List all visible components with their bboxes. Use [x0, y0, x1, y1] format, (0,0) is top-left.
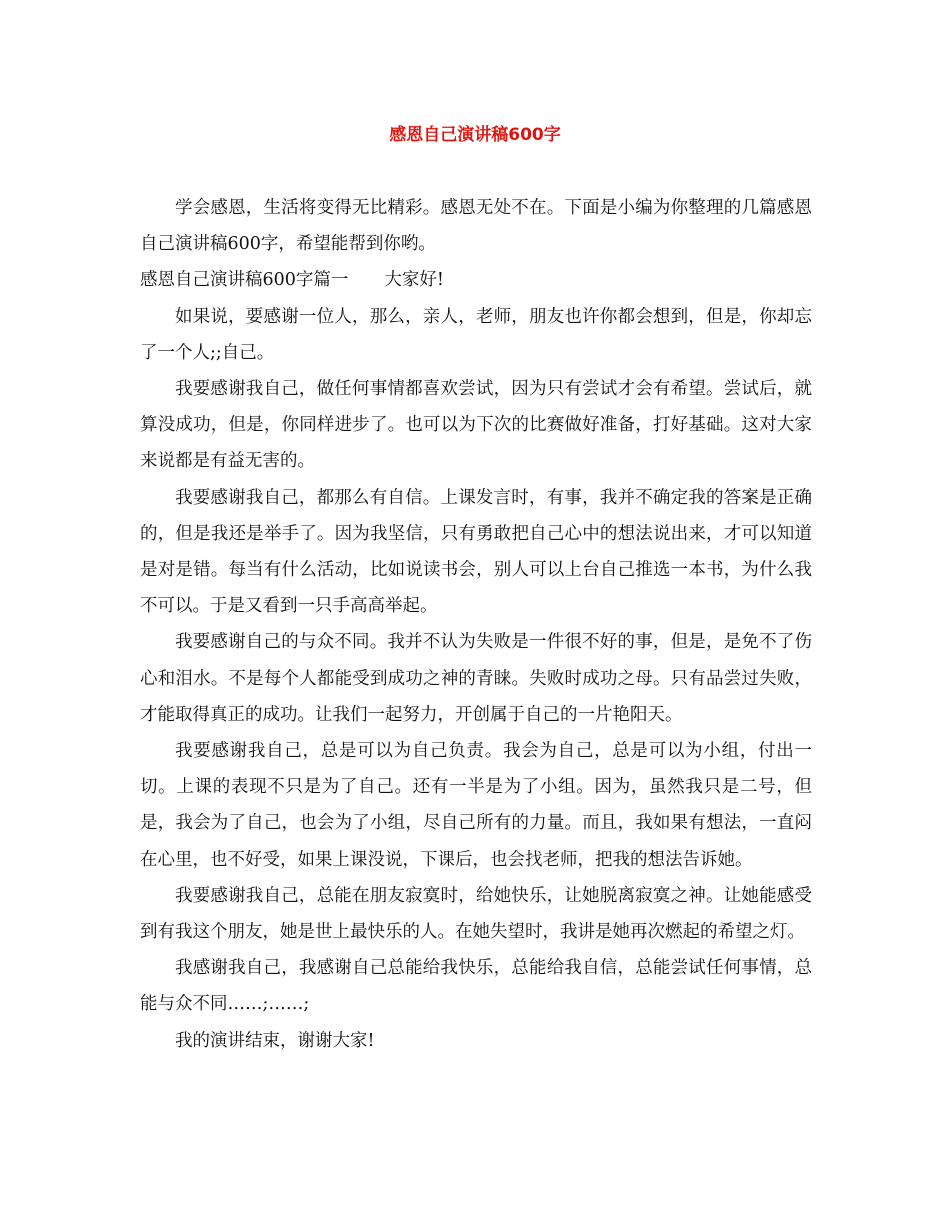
body-paragraph: 我要感谢我自己，都那么有自信。上课发言时，有事，我并不确定我的答案是正确的，但是我还是举手了。因为我坚信，只有勇敢把自己心中的想法说出来，才可以知道是对是错。每当有什么活动，比如说读书会，别人可以上台自己推选一本书，为什么我不可以。于是又看到一只手高高举起。 [140, 487, 812, 617]
body-paragraph: 我感谢我自己，我感谢自己总能给我快乐，总能给我自信，总能尝试任何事情，总能与众不同……;……; [140, 958, 812, 1015]
intro-paragraph: 学会感恩，生活将变得无比精彩。感恩无处不在。下面是小编为你整理的几篇感恩自己演讲稿600字，希望能帮到你哟。 [140, 198, 812, 255]
body-paragraph: 我要感谢自己的与众不同。我并不认为失败是一件很不好的事，但是，是免不了伤心和泪水。不是每个人都能受到成功之神的青睐。失败时成功之母。只有品尝过失败，才能取得真正的成功。让我们一起努力，开创属于自己的一片艳阳天。 [140, 632, 812, 725]
section-heading: 感恩自己演讲稿600字篇一 [140, 270, 349, 291]
section-heading-line [140, 262, 812, 298]
closing-paragraph: 我的演讲结束，谢谢大家! [175, 1030, 375, 1051]
document-body [140, 190, 812, 1059]
body-paragraph: 如果说，要感谢一位人，那么，亲人，老师，朋友也许你都会想到，但是，你却忘了一个人;;自己。 [140, 306, 812, 363]
document-title: 感恩自己演讲稿600字 [389, 125, 561, 145]
body-paragraph: 我要感谢我自己，做任何事情都喜欢尝试，因为只有尝试才会有希望。尝试后，就算没成功，但是，你同样进步了。也可以为下次的比赛做好准备，打好基础。这对大家来说都是有益无害的。 [140, 379, 812, 472]
greeting: 大家好! [384, 270, 444, 291]
body-paragraph: 我要感谢我自己，总是可以为自己负责。我会为自己，总是可以为小组，付出一切。上课的表现不只是为了自己。还有一半是为了小组。因为，虽然我只是二号，但是，我会为了自己，也会为了小组，尽自己所有的力量。而且，我如果有想法，一直闷在心里，也不好受，如果上课没说，下课后，也会找老师，把我的想法告诉她。 [140, 741, 812, 870]
body-paragraph: 我要感谢我自己，总能在朋友寂寞时，给她快乐，让她脱离寂寞之神。让她能感受到有我这个朋友，她是世上最快乐的人。在她失望时，我讲是她再次燃起的希望之灯。 [140, 885, 812, 943]
